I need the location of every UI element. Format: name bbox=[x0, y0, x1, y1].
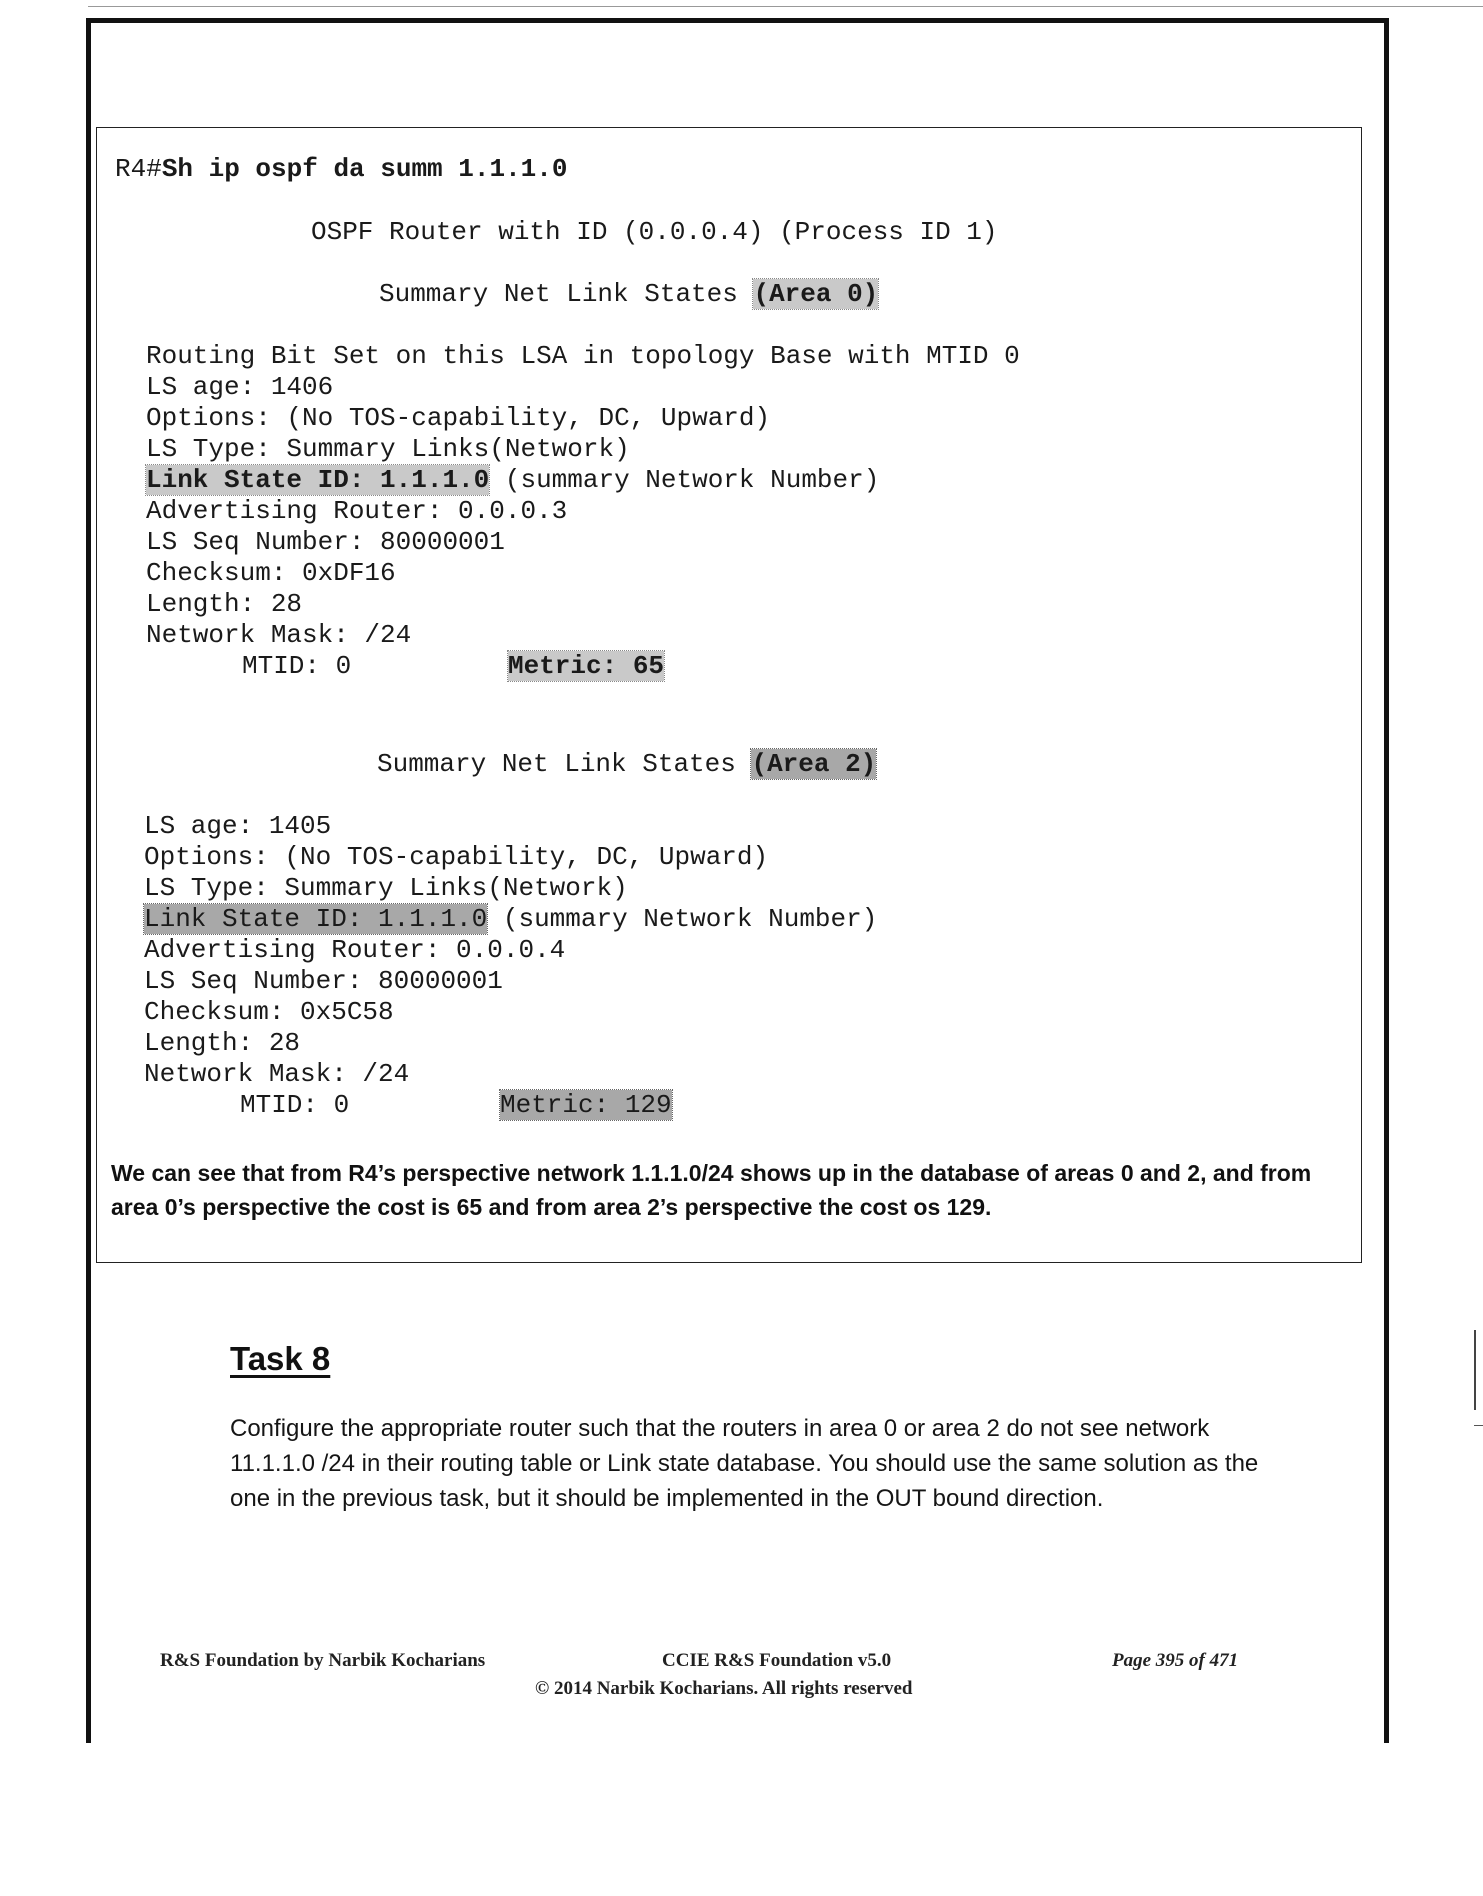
section2-mtid: MTID: 0 bbox=[240, 1090, 350, 1120]
section1-title-text: Summary Net Link States bbox=[379, 279, 754, 309]
section2-length: Length: 28 bbox=[144, 1028, 301, 1058]
footer-book-title: CCIE R&S Foundation v5.0 bbox=[662, 1650, 892, 1671]
section1-metric bbox=[508, 651, 664, 682]
section1-mtid: MTID: 0 bbox=[242, 651, 352, 681]
section1-options: Options: (No TOS-capability, DC, Upward) bbox=[146, 403, 771, 433]
section2-link-state-id bbox=[144, 904, 877, 935]
cli-output-box bbox=[96, 127, 1362, 1263]
footer-page-number: Page 395 of 471 bbox=[1112, 1650, 1239, 1671]
section1-seq: LS Seq Number: 80000001 bbox=[146, 527, 505, 557]
scan-edge-line bbox=[88, 6, 1483, 7]
section2-area-highlight: (Area 2) bbox=[751, 749, 877, 779]
section2-seq: LS Seq Number: 80000001 bbox=[144, 966, 503, 996]
cli-prompt: R4# bbox=[115, 154, 162, 184]
scan-margin-tick bbox=[1474, 1425, 1483, 1426]
section1-ls-age: LS age: 1406 bbox=[146, 372, 334, 402]
section2-link-state-id-highlight: Link State ID: 1.1.1.0 bbox=[144, 904, 488, 934]
section1-length: Length: 28 bbox=[146, 589, 303, 619]
section2-adv-router: Advertising Router: 0.0.0.4 bbox=[144, 935, 566, 965]
section2-metric-highlight: Metric: 129 bbox=[500, 1090, 672, 1120]
section1-ls-type: LS Type: Summary Links(Network) bbox=[146, 434, 630, 464]
section2-title bbox=[377, 749, 876, 780]
section2-title-text: Summary Net Link States bbox=[377, 749, 752, 779]
explanation-note: We can see that from R4’s perspective network 1.1.1.0/24 shows up in the database of areas 0 and 2, and from area 0’s perspective the cost is 65 and from area 2’s perspective the cost os 129. bbox=[111, 1160, 1312, 1220]
footer-author: R&S Foundation by Narbik Kocharians bbox=[160, 1650, 486, 1671]
task-body: Configure the appropriate router such that the routers in area 0 or area 2 do not see network 11.1.1.0 /24 in their routing table or Link state database. You should use the same solution as the one in the previous task, but it should be implemented in the OUT bound direction. bbox=[230, 1415, 1259, 1512]
section1-adv-router: Advertising Router: 0.0.0.3 bbox=[146, 496, 568, 526]
section2-metric bbox=[500, 1090, 672, 1121]
section2-ls-age: LS age: 1405 bbox=[144, 811, 332, 841]
footer-copyright: © 2014 Narbik Kocharians. All rights reserved bbox=[535, 1678, 913, 1699]
section1-link-state-suffix: (summary Network Number) bbox=[489, 465, 880, 495]
cli-command-line bbox=[115, 154, 567, 185]
section1-link-state-id-highlight: Link State ID: 1.1.1.0 bbox=[146, 465, 490, 495]
section1-title bbox=[379, 279, 878, 310]
task-title: Task 8 bbox=[230, 1340, 331, 1377]
section1-metric-highlight: Metric: 65 bbox=[508, 651, 665, 681]
section1-checksum: Checksum: 0xDF16 bbox=[146, 558, 396, 588]
section1-mask: Network Mask: /24 bbox=[146, 620, 412, 650]
section1-area-highlight: (Area 0) bbox=[753, 279, 879, 309]
section2-options: Options: (No TOS-capability, DC, Upward) bbox=[144, 842, 769, 872]
section2-ls-type: LS Type: Summary Links(Network) bbox=[144, 873, 628, 903]
cli-command: Sh ip ospf da summ 1.1.1.0 bbox=[161, 154, 568, 184]
section1-link-state-id bbox=[146, 465, 879, 496]
cli-header: OSPF Router with ID (0.0.0.4) (Process ID 1) bbox=[311, 217, 998, 247]
scan-margin-mark bbox=[1474, 1330, 1483, 1410]
section2-link-state-suffix: (summary Network Number) bbox=[487, 904, 878, 934]
section2-checksum: Checksum: 0x5C58 bbox=[144, 997, 394, 1027]
section2-mask: Network Mask: /24 bbox=[144, 1059, 410, 1089]
section1-routing-bit: Routing Bit Set on this LSA in topology Base with MTID 0 bbox=[146, 341, 1020, 371]
